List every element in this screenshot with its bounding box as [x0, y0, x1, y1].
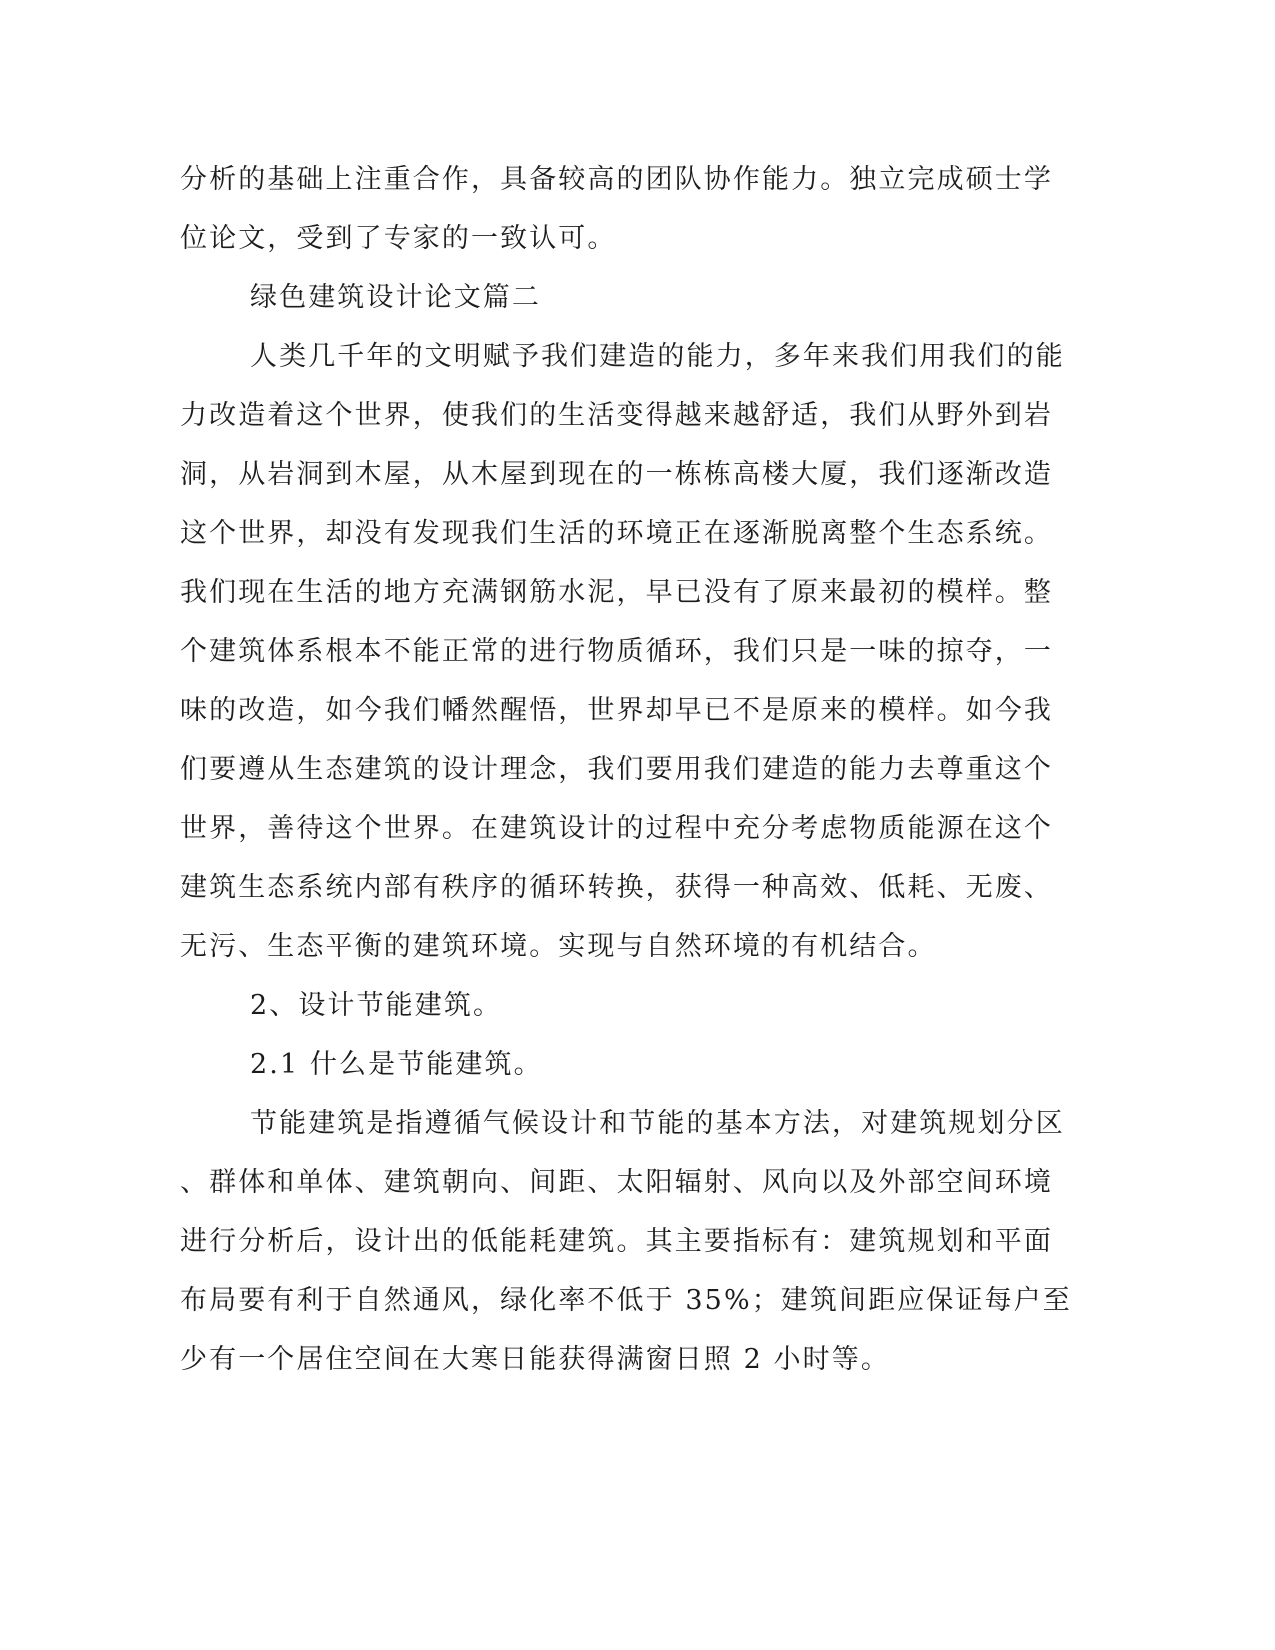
paragraph-line: 世界，善待这个世界。在建筑设计的过程中充分考虑物质能源在这个	[180, 813, 1053, 844]
paragraph-line: 无污、生态平衡的建筑环境。实现与自然环境的有机结合。	[180, 931, 937, 962]
paragraph-line: 力改造着这个世界，使我们的生活变得越来越舒适，我们从野外到岩	[180, 400, 1053, 431]
paragraph-line: 节能建筑是指遵循气候设计和节能的基本方法，对建筑规划分区	[250, 1108, 1065, 1139]
paragraph-line: 洞，从岩洞到木屋，从木屋到现在的一栋栋高楼大厦，我们逐渐改造	[180, 459, 1053, 490]
paragraph-line: 布局要有利于自然通风，绿化率不低于 35%；建筑间距应保证每户至	[180, 1285, 1072, 1316]
paragraph-line: 我们现在生活的地方充满钢筋水泥，早已没有了原来最初的模样。整	[180, 577, 1053, 608]
section-heading: 绿色建筑设计论文篇二	[250, 282, 541, 313]
paragraph-line: 个建筑体系根本不能正常的进行物质循环，我们只是一味的掠夺，一	[180, 636, 1053, 667]
paragraph-line: 们要遵从生态建筑的设计理念，我们要用我们建造的能力去尊重这个	[180, 754, 1053, 785]
paragraph-line: 、群体和单体、建筑朝向、间距、太阳辐射、风向以及外部空间环境	[180, 1167, 1053, 1198]
subsection-heading: 2.1 什么是节能建筑。	[250, 1049, 543, 1080]
paragraph-line: 少有一个居住空间在大寒日能获得满窗日照 2 小时等。	[180, 1344, 890, 1375]
paragraph-line: 位论文，受到了专家的一致认可。	[180, 223, 617, 254]
paragraph-line: 分析的基础上注重合作，具备较高的团队协作能力。独立完成硕士学	[180, 164, 1053, 195]
paragraph-line: 建筑生态系统内部有秩序的循环转换，获得一种高效、低耗、无废、	[180, 872, 1053, 903]
paragraph-line: 进行分析后，设计出的低能耗建筑。其主要指标有：建筑规划和平面	[180, 1226, 1053, 1257]
paragraph-line: 味的改造，如今我们幡然醒悟，世界却早已不是原来的模样。如今我	[180, 695, 1053, 726]
paragraph-line: 人类几千年的文明赋予我们建造的能力，多年来我们用我们的能	[250, 341, 1065, 372]
section-heading: 2、设计节能建筑。	[250, 990, 503, 1021]
paragraph-line: 这个世界，却没有发现我们生活的环境正在逐渐脱离整个生态系统。	[180, 518, 1053, 549]
